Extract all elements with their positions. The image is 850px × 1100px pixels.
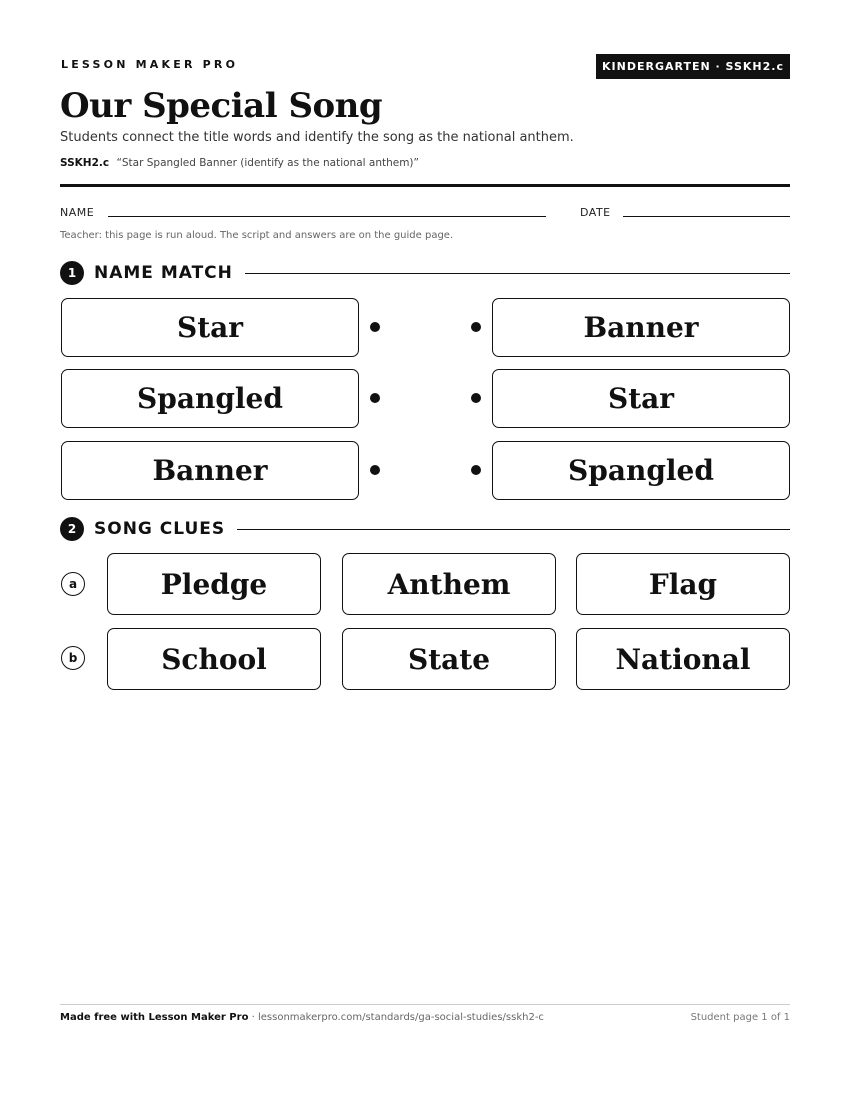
section-number-badge: 1	[60, 261, 84, 285]
match-right-dot[interactable]	[471, 393, 481, 403]
section-name-match-header	[60, 260, 790, 286]
teacher-note: Teacher: this page is run aloud. The script and answers are on the guide page.	[60, 230, 454, 241]
standard-text: “Star Spangled Banner (identify as the national anthem)”	[116, 157, 419, 169]
match-left-card[interactable]: Star	[61, 298, 359, 357]
standard-line	[60, 157, 419, 169]
match-right-card[interactable]: Banner	[492, 298, 790, 357]
match-left-dot[interactable]	[370, 393, 380, 403]
section-divider	[237, 529, 790, 530]
clue-option-card[interactable]: National	[576, 628, 790, 690]
section-number-badge: 2	[60, 517, 84, 541]
footer-page-number: Student page 1 of 1	[690, 1012, 790, 1023]
footer-url[interactable]: · lessonmakerpro.com/standards/ga-social-studies/sskh2-c	[251, 1012, 544, 1023]
match-right-card[interactable]: Spangled	[492, 441, 790, 500]
section-song-clues-header	[60, 516, 790, 542]
clue-option-card[interactable]: Flag	[576, 553, 790, 615]
page-title: Our Special Song	[60, 86, 383, 126]
grade-standard-badge: KINDERGARTEN · SSKH2.c	[596, 54, 790, 79]
date-field[interactable]	[623, 216, 790, 217]
footer-divider	[60, 1004, 790, 1005]
match-right-card[interactable]: Star	[492, 369, 790, 428]
date-label: DATE	[580, 206, 611, 219]
header-divider	[60, 184, 790, 187]
match-right-dot[interactable]	[471, 322, 481, 332]
clue-option-card[interactable]: Pledge	[107, 553, 321, 615]
footer-credit	[60, 1012, 544, 1023]
standard-code: SSKH2.c	[60, 157, 110, 169]
brand-name: LESSON MAKER PRO	[61, 58, 239, 71]
row-letter-badge: a	[61, 572, 85, 596]
match-left-card[interactable]: Banner	[61, 441, 359, 500]
match-left-dot[interactable]	[370, 322, 380, 332]
section-title: NAME MATCH	[94, 263, 233, 283]
match-right-dot[interactable]	[471, 465, 481, 475]
match-left-dot[interactable]	[370, 465, 380, 475]
page-subtitle: Students connect the title words and identify the song as the national anthem.	[60, 130, 574, 145]
name-field[interactable]	[108, 216, 546, 217]
clue-option-card[interactable]: Anthem	[342, 553, 556, 615]
row-letter-badge: b	[61, 646, 85, 670]
match-left-card[interactable]: Spangled	[61, 369, 359, 428]
section-divider	[245, 273, 790, 274]
clue-option-card[interactable]: School	[107, 628, 321, 690]
footer-made-with: Made free with Lesson Maker Pro	[60, 1012, 249, 1023]
name-label: NAME	[60, 206, 95, 219]
clue-option-card[interactable]: State	[342, 628, 556, 690]
section-title: SONG CLUES	[94, 519, 226, 539]
